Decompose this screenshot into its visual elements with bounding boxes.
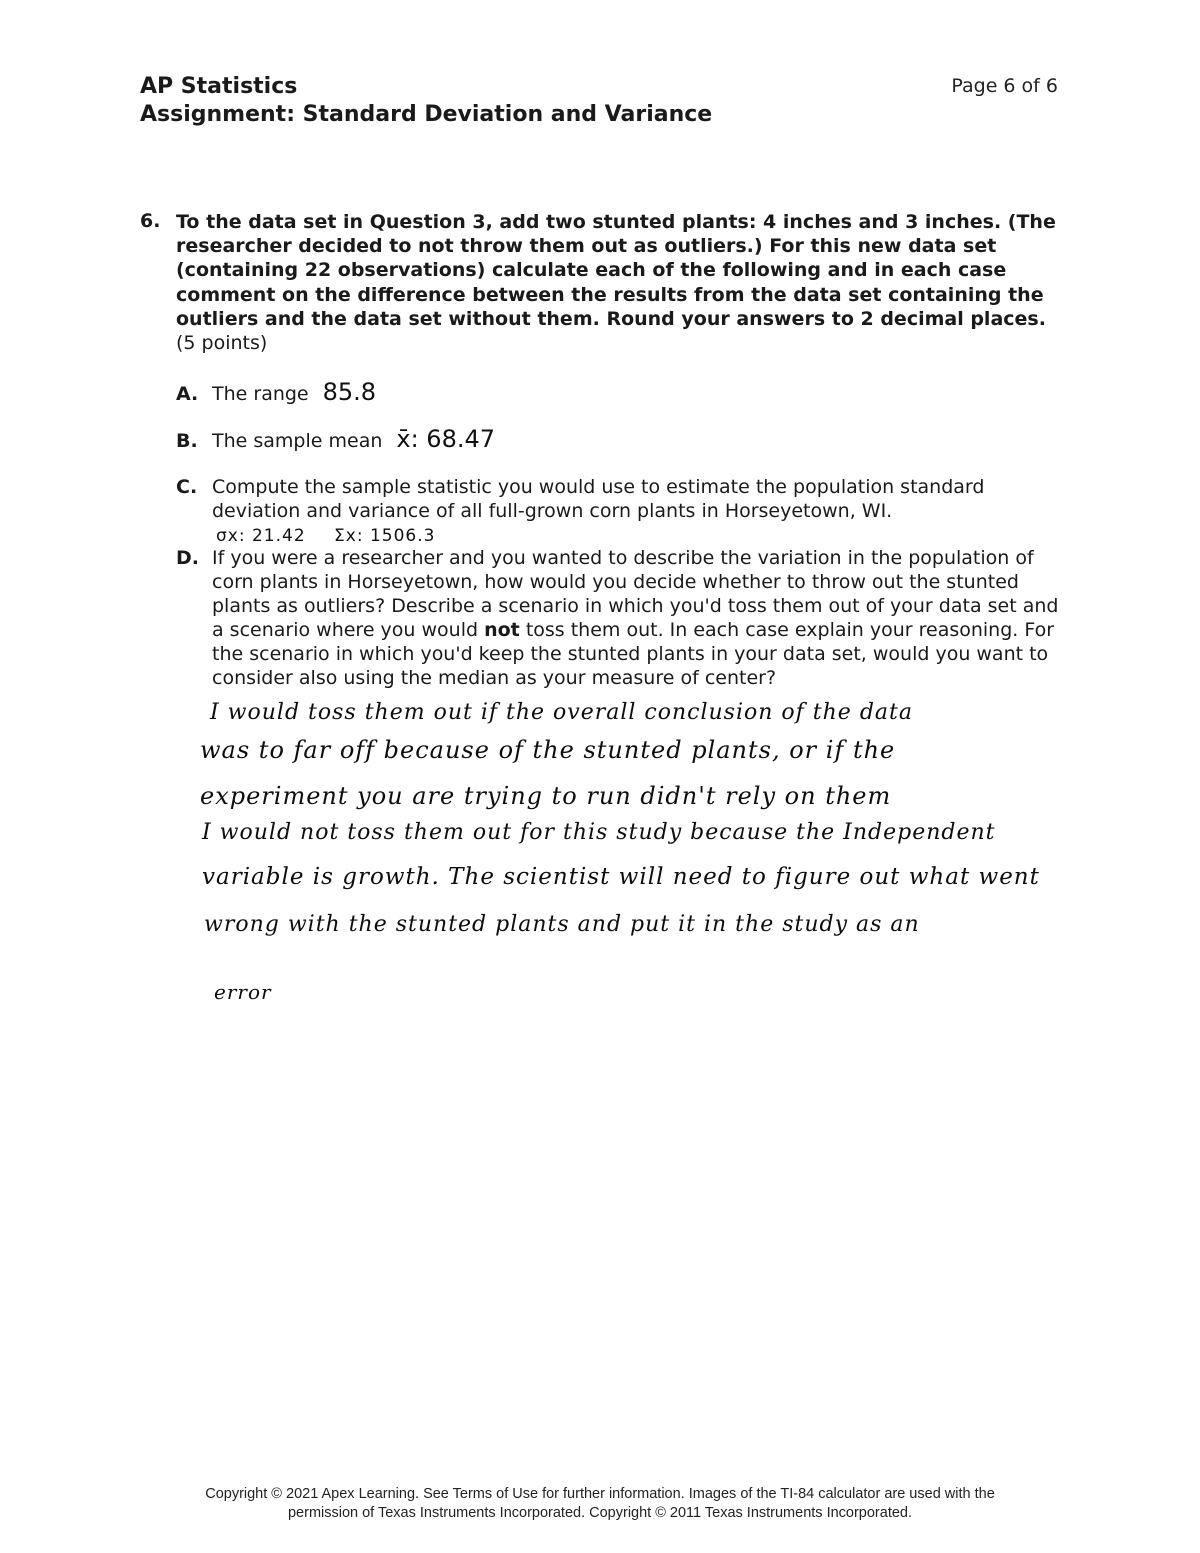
part-c-text: Compute the sample statistic you would use to estimate the population standard deviation and variance of all full-grown corn plants in Horseyetown, WI. — [212, 476, 985, 522]
part-d-text-bold: not — [484, 619, 520, 641]
handwritten-line: error — [214, 980, 272, 1004]
part-d-text — [212, 546, 1072, 690]
course-title: AP Statistics — [140, 74, 298, 99]
part-d-letter: D. — [176, 547, 199, 569]
part-d-text-before: If you were a researcher and you wanted to describe the variation in the population of corn plants in Horseyetown, how would you decide whether to throw out the stunted plants as outliers? Describe a scenario in which you'd toss them out of your data set and a scenario where you would — [212, 547, 1059, 641]
handwritten-line: wrong with the stunted plants and put it in the study as an — [204, 912, 920, 937]
part-b-answer: x̄: 68.47 — [396, 425, 496, 453]
part-c-answer-sigma: σx: 21.42 — [216, 526, 306, 546]
question-prompt — [176, 210, 1066, 355]
part-c — [176, 475, 985, 546]
part-d-text-after: toss them out. In each case explain your reasoning. For the scenario in which you'd keep the stunted plants in your data set, would you want to consider also using the median as your measure of center? — [212, 619, 1055, 689]
footer-line-2: permission of Texas Instruments Incorporated. Copyright © 2011 Texas Instruments Incorporated. — [287, 1505, 913, 1521]
part-b-text: The sample mean — [212, 430, 383, 452]
part-a-letter: A. — [176, 383, 199, 405]
assignment-title: Assignment: Standard Deviation and Variance — [140, 102, 713, 127]
part-c-letter: C. — [176, 476, 198, 498]
part-c-answer-sum: Σx: 1506.3 — [334, 526, 436, 546]
part-a-text: The range — [212, 383, 309, 405]
part-b-letter: B. — [176, 430, 198, 452]
part-c-answer — [216, 524, 457, 548]
handwritten-line: experiment you are trying to run didn't rely on them — [200, 782, 892, 810]
question-points: (5 points) — [176, 332, 268, 355]
handwritten-line: was to far off because of the stunted plants, or if the — [200, 736, 896, 764]
copyright-footer — [0, 1485, 1200, 1523]
part-b — [176, 427, 495, 453]
handwritten-line: I would toss them out if the overall conclusion of the data — [210, 700, 913, 725]
part-d — [176, 546, 1059, 689]
part-a-answer: 85.8 — [322, 378, 377, 406]
page-number: Page 6 of 6 — [951, 75, 1058, 97]
handwritten-line: variable is growth. The scientist will need to figure out what went — [202, 864, 1040, 890]
question-number: 6. — [140, 210, 161, 232]
footer-line-1: Copyright © 2021 Apex Learning. See Terms of Use for further information. Images of the TI-84 calculator are used with the — [205, 1486, 995, 1502]
handwritten-line: I would not toss them out for this study because the Independent — [202, 820, 996, 845]
part-a — [176, 380, 376, 406]
question-prompt-bold: To the data set in Question 3, add two stunted plants: 4 inches and 3 inches. (The researcher decided to not throw them out as outliers.) For this new data set (containing 22 observations) calculate each of the following and in each case comment on the difference between the results from the data set containing the outliers and the data set without them. Round your answers to 2 decimal places. — [176, 211, 1056, 330]
